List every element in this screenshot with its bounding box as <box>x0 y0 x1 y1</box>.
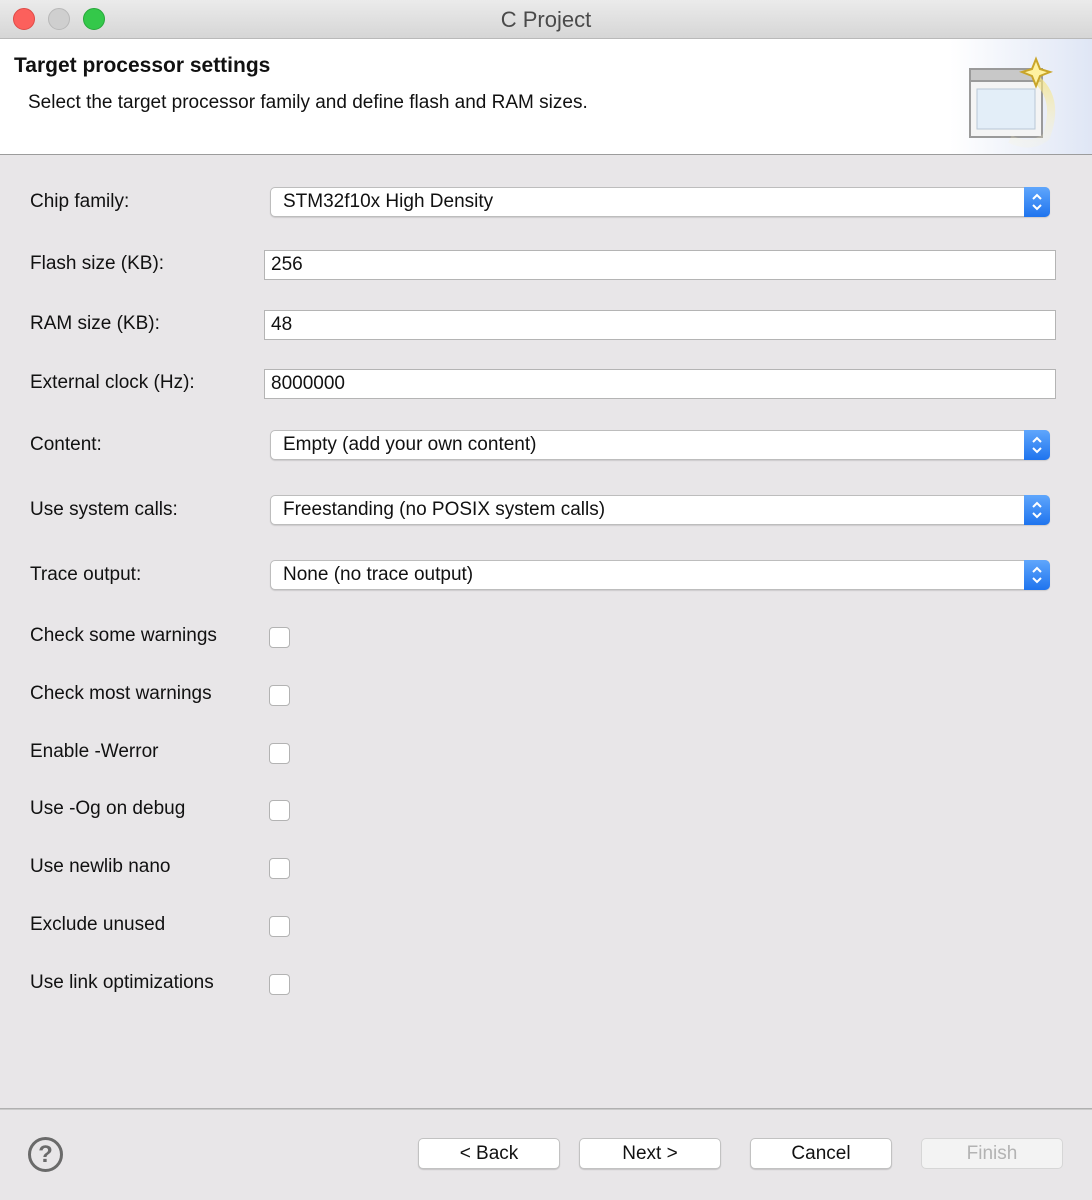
chip-family-label: Chip family: <box>30 191 130 212</box>
chip-family-select[interactable] <box>270 187 1050 217</box>
flash-size-label: Flash size (KB): <box>30 253 165 274</box>
content-select[interactable] <box>270 430 1050 460</box>
content-label: Content: <box>30 434 102 455</box>
finish-button[interactable]: Finish <box>921 1138 1063 1169</box>
next-button[interactable]: Next > <box>579 1138 721 1169</box>
system-calls-value: Freestanding (no POSIX system calls) <box>283 499 606 520</box>
check-some-warnings-label: Check some warnings <box>30 625 217 646</box>
use-newlib-nano-checkbox[interactable] <box>269 858 290 879</box>
page-description: Select the target processor family and define flash and RAM sizes. <box>28 92 588 113</box>
system-calls-select[interactable] <box>270 495 1050 525</box>
system-calls-label: Use system calls: <box>30 499 178 520</box>
enable-werror-checkbox[interactable] <box>269 743 290 764</box>
updown-chevron-icon <box>1024 495 1050 525</box>
cancel-button[interactable]: Cancel <box>750 1138 892 1169</box>
chip-family-value: STM32f10x High Density <box>283 191 494 212</box>
flash-size-input[interactable] <box>264 250 1056 280</box>
ram-size-input[interactable] <box>264 310 1056 340</box>
window-title: C Project <box>500 7 592 32</box>
exclude-unused-checkbox[interactable] <box>269 916 290 937</box>
check-some-warnings-checkbox[interactable] <box>269 627 290 648</box>
footer-separator <box>0 1108 1092 1110</box>
trace-output-select[interactable] <box>270 560 1050 590</box>
title-bar <box>0 0 1092 39</box>
updown-chevron-icon <box>1024 187 1050 217</box>
use-newlib-nano-label: Use newlib nano <box>30 856 171 877</box>
use-link-optimizations-checkbox[interactable] <box>269 974 290 995</box>
check-most-warnings-checkbox[interactable] <box>269 685 290 706</box>
use-link-optimizations-label: Use link optimizations <box>30 972 214 993</box>
new-project-wizard-icon <box>950 39 1092 154</box>
help-icon[interactable]: ? <box>28 1137 63 1172</box>
page-title: Target processor settings <box>14 54 271 77</box>
updown-chevron-icon <box>1024 560 1050 590</box>
wizard-header <box>0 39 1092 155</box>
use-og-on-debug-label: Use -Og on debug <box>30 798 186 819</box>
trace-output-label: Trace output: <box>30 564 142 585</box>
updown-chevron-icon <box>1024 430 1050 460</box>
use-og-on-debug-checkbox[interactable] <box>269 800 290 821</box>
trace-output-value: None (no trace output) <box>283 564 474 585</box>
content-value: Empty (add your own content) <box>283 434 537 455</box>
back-button[interactable]: < Back <box>418 1138 560 1169</box>
ram-size-label: RAM size (KB): <box>30 313 160 334</box>
external-clock-label: External clock (Hz): <box>30 372 195 393</box>
external-clock-input[interactable] <box>264 369 1056 399</box>
exclude-unused-label: Exclude unused <box>30 914 166 935</box>
enable-werror-label: Enable -Werror <box>30 741 159 762</box>
check-most-warnings-label: Check most warnings <box>30 683 212 704</box>
